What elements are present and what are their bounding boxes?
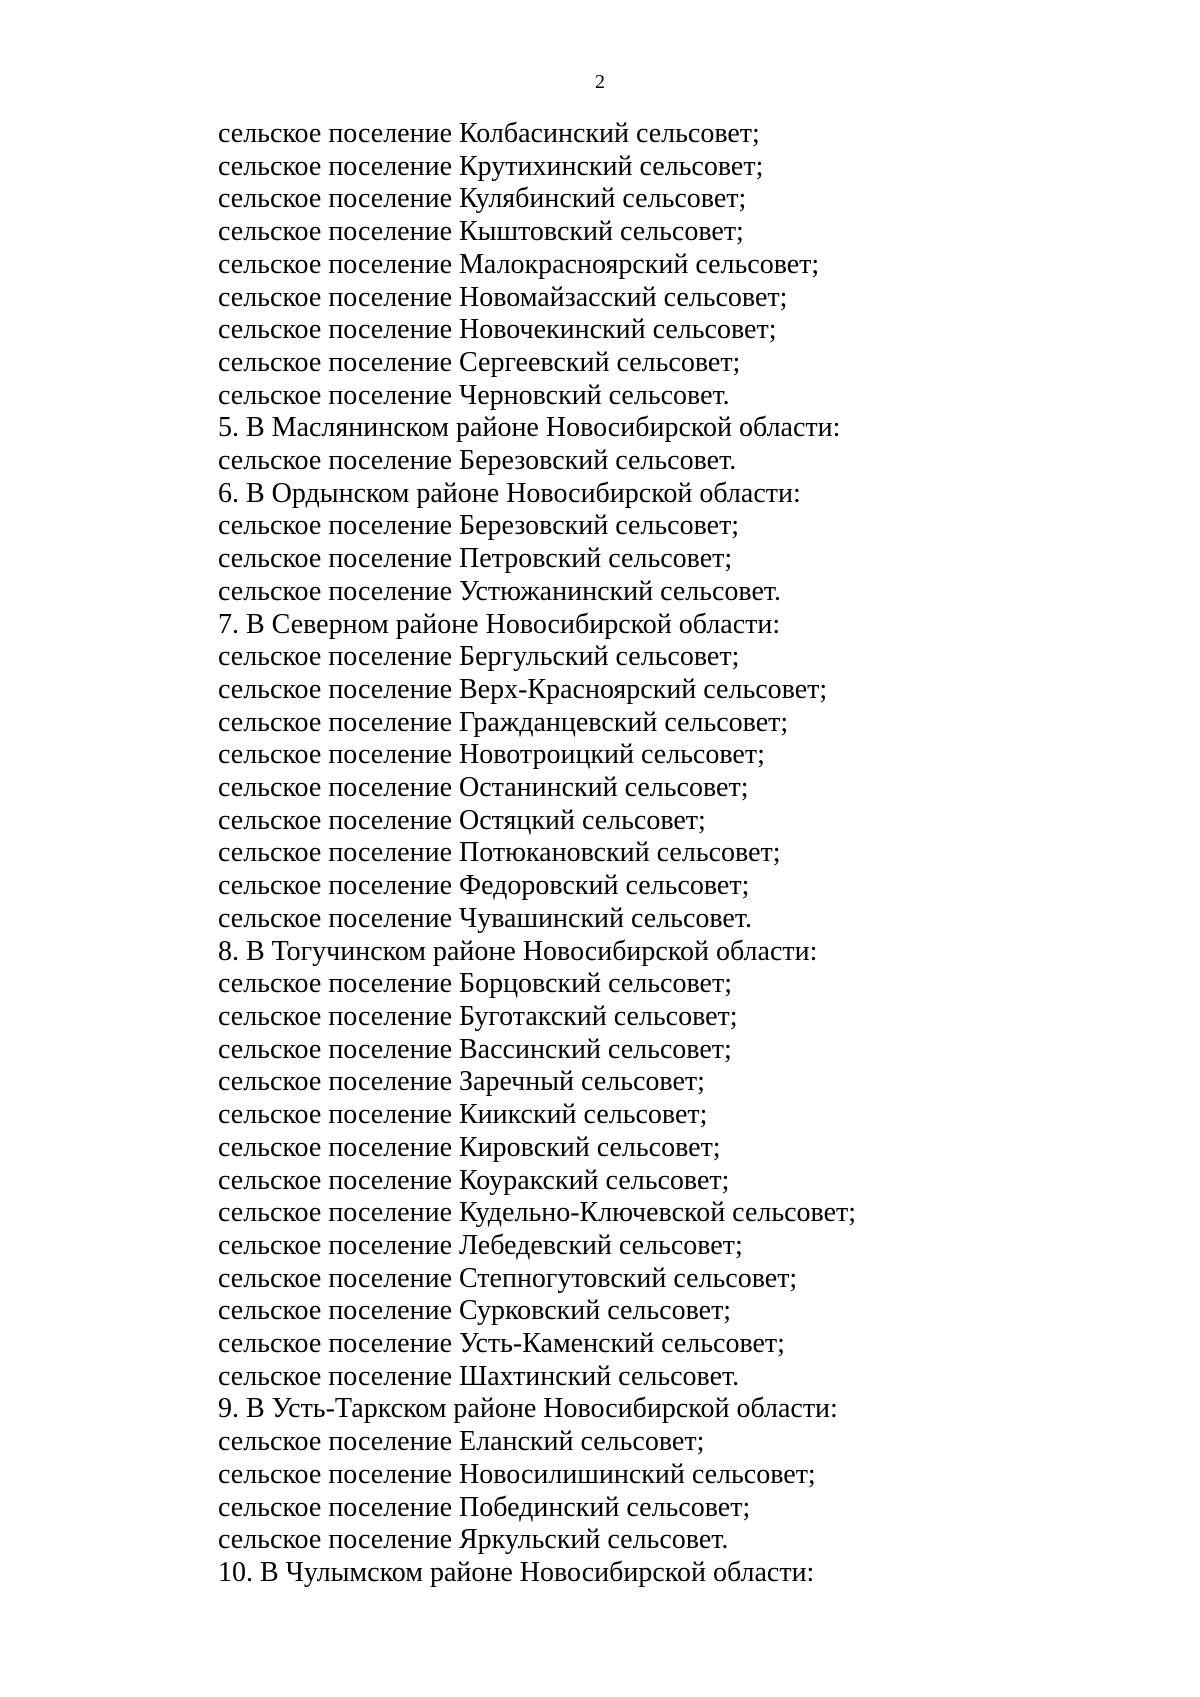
district-heading: 6. В Ордынском районе Новосибирской области: xyxy=(218,477,801,509)
settlement-line: сельское поселение Березовский сельсовет. xyxy=(218,445,737,477)
settlement-line: сельское поселение Кыштовский сельсовет; xyxy=(218,216,744,248)
document-body xyxy=(218,118,1158,1590)
district-heading: 8. В Тогучинском районе Новосибирской области: xyxy=(218,935,818,967)
settlement-line: сельское поселение Вассинский сельсовет; xyxy=(218,1033,732,1065)
settlement-line: сельское поселение Усть-Каменский сельсовет; xyxy=(218,1328,785,1360)
settlement-line: сельское поселение Устюжанинский сельсовет. xyxy=(218,575,782,607)
settlement-line: сельское поселение Остяцкий сельсовет; xyxy=(218,804,706,836)
settlement-line: сельское поселение Сергеевский сельсовет; xyxy=(218,346,741,378)
settlement-line: сельское поселение Гражданцевский сельсовет; xyxy=(218,706,789,738)
settlement-line: сельское поселение Новосилишинский сельсовет; xyxy=(218,1458,816,1490)
district-heading: 9. В Усть-Таркском районе Новосибирской области: xyxy=(218,1393,838,1425)
settlement-line: сельское поселение Черновский сельсовет. xyxy=(218,379,730,411)
settlement-line: сельское поселение Борцовский сельсовет; xyxy=(218,968,732,1000)
settlement-line: сельское поселение Кировский сельсовет; xyxy=(218,1131,721,1163)
settlement-line: сельское поселение Степногутовский сельсовет; xyxy=(218,1262,798,1294)
settlement-line: сельское поселение Крутихинский сельсовет; xyxy=(218,150,764,182)
settlement-line: сельское поселение Буготакский сельсовет; xyxy=(218,1000,738,1032)
settlement-line: сельское поселение Новомайзасский сельсовет; xyxy=(218,281,788,313)
settlement-line: сельское поселение Сурковский сельсовет; xyxy=(218,1295,732,1327)
settlement-line: сельское поселение Побединский сельсовет; xyxy=(218,1491,751,1523)
settlement-line: сельское поселение Заречный сельсовет; xyxy=(218,1066,705,1098)
settlement-line: сельское поселение Киикский сельсовет; xyxy=(218,1099,708,1131)
settlement-line: сельское поселение Федоровский сельсовет; xyxy=(218,870,750,902)
settlement-line: сельское поселение Колбасинский сельсовет; xyxy=(218,118,760,149)
settlement-line: сельское поселение Потюкановский сельсовет; xyxy=(218,837,781,869)
settlement-line: сельское поселение Малокрасноярский сельсовет; xyxy=(218,248,820,280)
settlement-line: сельское поселение Березовский сельсовет; xyxy=(218,510,740,542)
settlement-line: сельское поселение Кулябинский сельсовет; xyxy=(218,183,747,215)
settlement-line: сельское поселение Петровский сельсовет; xyxy=(218,543,733,575)
settlement-line: сельское поселение Новочекинский сельсовет; xyxy=(218,314,777,346)
settlement-line: сельское поселение Еланский сельсовет; xyxy=(218,1426,705,1458)
district-heading: 5. В Маслянинском районе Новосибирской области: xyxy=(218,412,841,444)
district-heading: 7. В Северном районе Новосибирской области: xyxy=(218,608,781,640)
settlement-line: сельское поселение Шахтинский сельсовет. xyxy=(218,1360,740,1392)
settlement-line: сельское поселение Чувашинский сельсовет. xyxy=(218,902,752,934)
settlement-line: сельское поселение Лебедевский сельсовет; xyxy=(218,1229,743,1261)
settlement-line: сельское поселение Верх-Красноярский сельсовет; xyxy=(218,673,828,705)
settlement-line: сельское поселение Коуракский сельсовет; xyxy=(218,1164,730,1196)
settlement-line: сельское поселение Яркульский сельсовет. xyxy=(218,1524,729,1556)
settlement-line: сельское поселение Кудельно-Ключевской сельсовет; xyxy=(218,1197,857,1229)
settlement-line: сельское поселение Бергульский сельсовет; xyxy=(218,641,740,673)
district-heading: 10. В Чулымском районе Новосибирской области: xyxy=(218,1556,815,1588)
settlement-line: сельское поселение Останинский сельсовет; xyxy=(218,772,749,804)
page-number: 2 xyxy=(595,71,605,93)
settlement-line: сельское поселение Новотроицкий сельсовет; xyxy=(218,739,765,771)
